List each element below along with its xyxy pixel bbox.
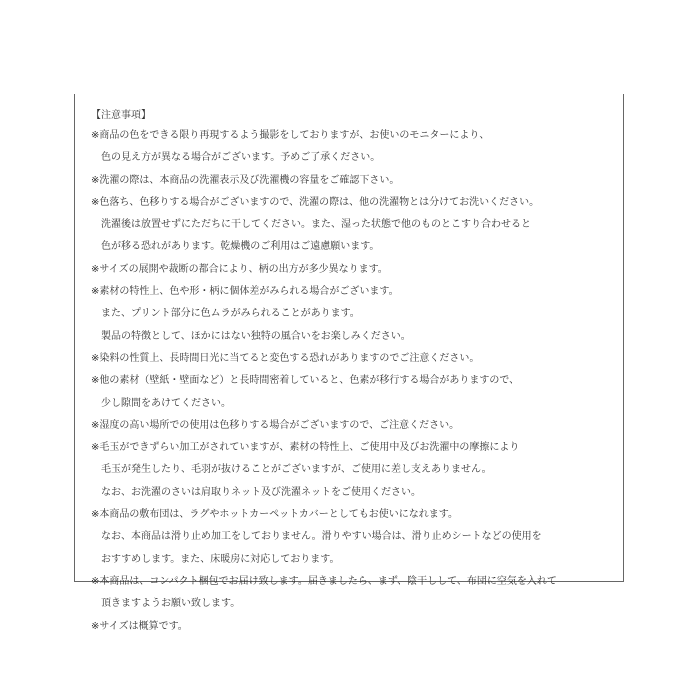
notice-line: ※サイズは概算です。 bbox=[91, 620, 188, 632]
notice-box bbox=[74, 94, 624, 632]
notice-line: ※素材の特性上、色や形・柄に個体差がみられる場合がございます。 bbox=[91, 286, 399, 298]
notice-line: ※湿度の高い場所での使用は色移りする場合がございますので、ご注意ください。 bbox=[91, 419, 460, 431]
notice-line: 頂きますようお願い致します。 bbox=[101, 598, 241, 610]
notice-line: ※他の素材（壁紙・壁面など）と長時間密着していると、色素が移行する場合がありますので、 bbox=[91, 375, 520, 387]
notice-line: 毛玉が発生したり、毛羽が抜けることがございますが、ご使用に差し支えありません。 bbox=[101, 464, 492, 476]
notice-line: ※商品の色をできる限り再現するよう撮影をしておりますが、お使いのモニターにより、 bbox=[91, 130, 490, 141]
notice-line: また、プリント部分に色ムラがみられることがあります。 bbox=[101, 308, 360, 320]
notice-line: 少し隙間をあけてください。 bbox=[101, 397, 231, 409]
notice-line: ※毛玉ができずらい加工がされていますが、素材の特性上、ご使用中及びお洗濯中の摩擦により bbox=[91, 442, 520, 454]
notice-line: ※染料の性質上、長時間日光に当てると変色する恐れがありますのでご注意ください。 bbox=[91, 352, 480, 364]
notice-line: 製品の特徴として、ほかにはない独特の風合いをお楽しみください。 bbox=[101, 330, 411, 342]
notice-line: なお、本商品は滑り止め加工をしておりません。滑りやすい場合は、滑り止めシートなどの使用を bbox=[101, 531, 542, 543]
notice-list bbox=[91, 125, 557, 638]
notice-line: ※色落ち、色移りする場合がございますので、洗濯の際は、他の洗濯物とは分けてお洗いください。 bbox=[91, 196, 540, 208]
notice-line: おすすめします。また、床暖房に対応しております。 bbox=[101, 553, 340, 565]
notice-line: ※サイズの展開や裁断の都合により、柄の出方が多少異なります。 bbox=[91, 263, 388, 275]
notice-line: ※本商品は、コンパクト梱包でお届け致します。届きましたら、まず、陰干しして、布団に空気を入れて bbox=[91, 575, 557, 587]
notice-line: ※洗濯の際は、本商品の洗濯表示及び洗濯機の容量をご確認下さい。 bbox=[91, 174, 400, 186]
notice-line: 洗濯後は放置せずにただちに干してください。また、湿った状態で他のものとこすり合わせると bbox=[101, 219, 531, 231]
notice-line: 色が移る恐れがあります。乾燥機のご利用はご遠慮願います。 bbox=[101, 241, 380, 253]
notice-line: なお、お洗濯のさいは肩取りネット及び洗濯ネットをご使用ください。 bbox=[101, 486, 421, 498]
notice-line: 色の見え方が異なる場合がございます。予めご了承ください。 bbox=[101, 152, 381, 164]
notice-line: ※本商品の敷布団は、ラグやホットカーペットカバーとしてもお使いになれます。 bbox=[91, 509, 458, 521]
notice-title: 【注意事項】 bbox=[91, 110, 151, 121]
